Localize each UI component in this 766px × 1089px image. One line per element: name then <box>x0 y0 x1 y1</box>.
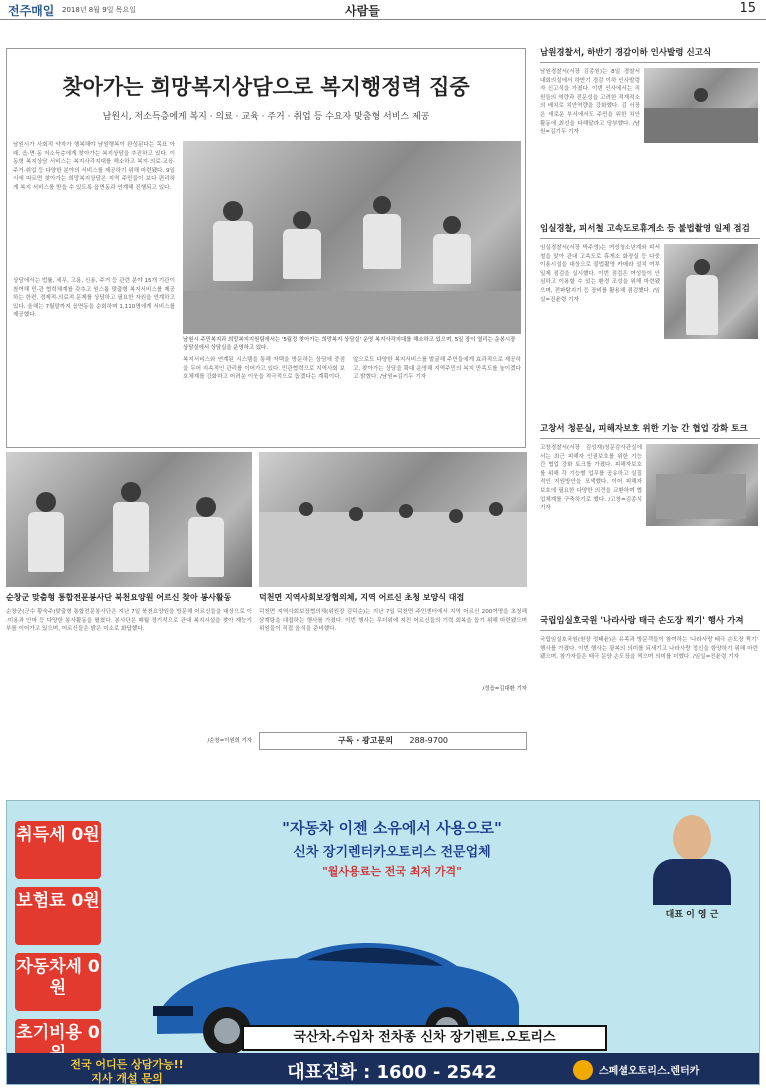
ad-box-car-tax: 자동차세 0원 <box>15 953 101 1011</box>
article-body: 고창경찰서(서장 김성재)청문감사관실에서는 최근 피해자 인권보호를 위한 기능 간 협업 강화 토크를 가졌다. 피해자보호를 위해 각 기능별 업무를 공유하고 실질적인 지원방안을 모색했다. 이어 피해자 보호에 필요한 다양한 의견을 교환하며 협업체계를 구축하기로 했다. /고창=김종식 기자 <box>540 445 642 512</box>
article-title: 남원경찰서, 하반기 경감이하 인사발령 신고식 <box>540 46 760 63</box>
article-body: 국립임실호국원(원장 정태윤)은 유족과 방문객들이 참여하는 '나라사랑 태극 손도장 찍기' 행사를 가졌다. 이번 행사는 광복의 의미를 되새기고 나라사랑 정신을 함양하기 위해 마련됐으며, 참가자들은 태극 문양 손도장을 찍으며 의미를 더했다. /임실=진윤령 기자 <box>540 637 758 661</box>
ad-box-initial-cost: 초기비용 0 <box>15 1019 101 1077</box>
main-article <box>6 48 526 448</box>
issue-date: 2018년 8월 9일 목요일 <box>62 6 136 14</box>
ad-footer <box>7 1053 760 1085</box>
main-article-subtitle: 남원시, 저소득층에게 복지 · 의료 · 교육 · 주거 · 취업 등 수요자 맞춤형 서비스 제공 <box>102 112 430 122</box>
subscription-contact <box>259 732 527 750</box>
article-photo <box>664 244 758 339</box>
ad-headline: "자동차 이젠 소유에서 사용으로" <box>282 819 502 837</box>
ad-banner: 국산차.수입차 전차종 신차 장기렌트.오토리스 <box>242 1025 607 1051</box>
right-article-imsil-police <box>540 222 760 412</box>
contact-phone: 288-9700 <box>409 736 449 745</box>
main-article-col3: 복지서비스와 연계된 시스템을 통해 자택을 방문하는 상담에 중점을 두어 지속적인 관리를 이어가고 있다. 민관협력으로 지역사회 보호체계를 강화하고 어려운 이웃을 적극적으로 돕겠다는 계획이다. <box>183 357 345 381</box>
ceo-head <box>673 815 711 861</box>
page-number: 15 <box>739 1 756 16</box>
article-body: 덕천면 지역사회보장협의체(위원장 김덕순)는 지난 7일 덕천면 주민센터에서 지역 어르신 200여명을 초청해 삼계탕을 대접하는 행사를 가졌다. 이번 행사는 무더위에 지친 어르신들의 기력 회복을 돕기 위해 마련됐으며 위원들이 직접 음식을 준비했다. <box>259 609 527 633</box>
article-body: 남원경찰서(서장 김종원)는 8일 경찰서 대회의실에서 하반기 경감 이하 인사발령자 신고식을 가졌다. 이번 인사에서는 직원들의 역량과 전문성을 고려한 적재적소의 배치로 치안역량을 강화했다. 김 서장은 새로운 부서에서도 주민을 위한 치안 활동에 최선을 다해달라고 당부했다. /남원=김기두 기자 <box>540 69 640 136</box>
article-byline: /정읍=김대환 기자 <box>482 686 527 692</box>
ad-box-acquisition-tax: 취득세 0원 <box>15 821 101 879</box>
page-header <box>0 0 766 20</box>
section-title: 사람들 <box>345 4 380 18</box>
article-title: 임실경찰, 피서철 고속도로휴게소 등 불법촬영 일제 점검 <box>540 222 760 239</box>
bottom-article-sunchang <box>6 592 252 757</box>
contact-label: 구독 · 광고문의 <box>337 736 393 745</box>
article-photo <box>644 68 758 143</box>
article-title: 덕천면 지역사회보장협의체, 지역 어르신 초청 보양식 대접 <box>259 593 465 602</box>
bottom-article-deokcheon <box>259 592 527 722</box>
ceo-body <box>653 859 731 905</box>
ad-footer-left-1: 전국 어디든 상담가능!! <box>70 1058 184 1071</box>
sunchang-photo <box>6 452 252 587</box>
main-article-col2: 상담에서는 법률, 세무, 고용, 신용, 주거 등 관련 분야 15개 기관이 참여해 민·관 협력체계를 갖추고 원스톱 맞춤형 복지서비스를 제공하는 한편, 경제적·의료적 문제를 상담하고 필요한 자원을 연계하고 있다. 올해는 7월말까지 읍면동을 순회하며 1,110명에게 서비스를 제공했다. <box>13 278 175 319</box>
article-byline: /순창=이원희 기자 <box>207 738 252 744</box>
article-body: 순창군(군수 황숙주)맞춤형 통합전문봉사단은 지난 7일 북천요양원을 방문해 어르신들을 대상으로 이·미용과 안마 등 다양한 봉사활동을 펼쳤다. 봉사단은 매월 정기적으로 관내 복지시설을 찾아 재능기부를 이어가고 있으며, 어르신들은 밝은 미소로 화답했다. <box>6 609 252 633</box>
article-title: 고창서 청문실, 피해자보호 위한 기능 간 협업 강화 토크 <box>540 422 760 439</box>
ad-slogan: "월사용료는 전국 최저 가격" <box>322 865 462 878</box>
deokcheon-photo <box>259 452 527 587</box>
ad-brand: 스페셜오토리스.렌터카 <box>599 1066 700 1077</box>
ad-box-insurance: 보험료 0원 <box>15 887 101 945</box>
article-title: 국립임실호국원 '나라사랑 태극 손도장 찍기' 행사 가져 <box>540 614 760 631</box>
right-article-hoguk <box>540 614 760 754</box>
article-photo <box>646 444 758 526</box>
ad-footer-left-2: 지사 개설 문의 <box>91 1072 163 1085</box>
main-article-caption: 남원시 주민복지과 희망복지지원팀에서는 '5월정 찾아가는 희망복지 상담실' 운영 복지사각지대를 해소하고 있으며, 5일 장이 열리는 운봉시장 상담실에서 상담실을 운영하고 있다. <box>183 337 516 351</box>
ad-company-line: 신차 장기렌터카오토리스 전문업체 <box>293 845 491 860</box>
ad-phone: 대표전화 : 1600 - 2542 <box>287 1062 497 1083</box>
main-article-col4: 앞으로도 다양한 복지서비스를 발굴해 주민들에게 효과적으로 제공하고, 찾아가는 상담을 확대 운영해 지역주민의 복지 만족도를 높이겠다고 밝혔다. /남원=김기두 기자 <box>353 357 521 381</box>
right-article-police-promotion <box>540 46 760 216</box>
main-article-col1: 남원시가 사회적 약자가 행복해야 남원행복이 완성된다는 목표 아래, 읍·면·동 저소득층에게 찾아가는 복지상담을 추진하고 있다. 이동형 복지상담 서비스는 복지사각지대를 해소하고 복지·의료·교육·주거·취업 등 다양한 분야의 서비스를 제공하기 위해 마련됐다. 9일 시에 따르면 찾아가는 희망복지상담은 지역 주민들이 보다 편리하게 복지 서비스를 받을 수 있도록 읍면동과 연계해 진행되고 있다. <box>13 142 175 191</box>
brand-logo-icon <box>573 1060 593 1080</box>
article-body: 임실경찰서(서장 박주영)는 여성청소년계와 피서철을 맞아 관내 고속도로 휴게소 화장실 등 다중이용시설을 대상으로 불법촬영 카메라 설치 여부 일제 점검을 실시했다. 이번 점검은 여성들이 안심하고 이용할 수 있는 환경 조성을 위해 마련됐으며, 전파탐지기 등 장비를 활용해 점검했다. /임실=진윤령 기자 <box>540 245 660 303</box>
main-article-photo <box>183 141 521 334</box>
ceo-photo <box>647 815 737 905</box>
article-title: 순창군 맞춤형 통합전문봉사단 북천요양원 어르신 찾아 봉사활동 <box>6 593 232 602</box>
ad-ceo-name: 대표 이 영 근 <box>665 910 719 920</box>
newspaper-logo: 전주매일 <box>8 4 55 18</box>
main-article-title: 찾아가는 희망복지상담으로 복지행정력 집중 <box>62 75 470 99</box>
right-article-gochang-police <box>540 422 760 602</box>
car-lease-advertisement <box>6 800 760 1085</box>
